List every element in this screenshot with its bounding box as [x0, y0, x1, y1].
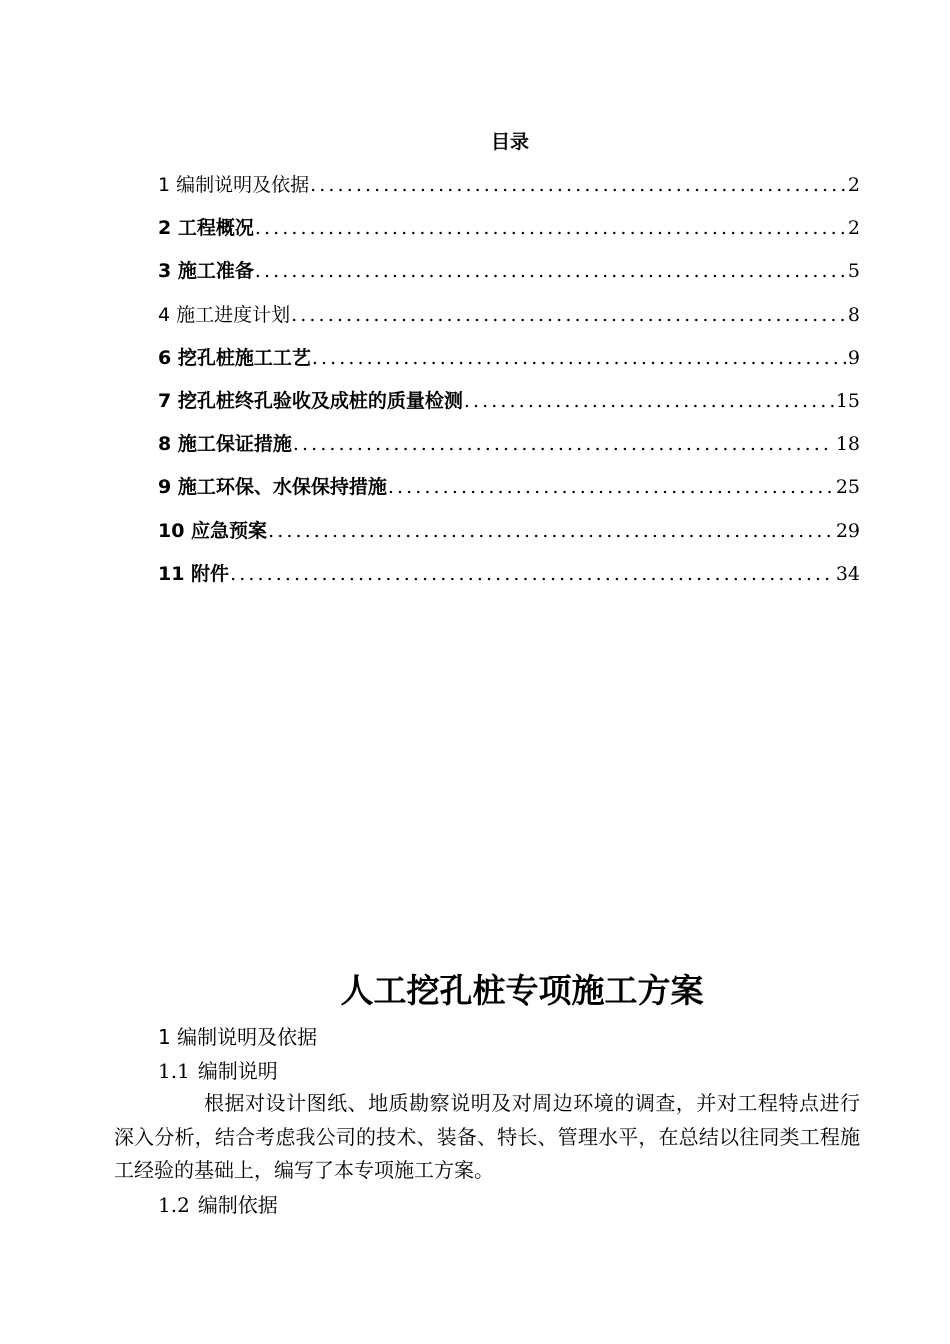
toc-entry[interactable] [158, 213, 860, 256]
toc-entry-page: 9 [847, 346, 860, 369]
subsection-title: 编制说明 [197, 1059, 278, 1083]
toc-entry-label: 7 挖孔桩终孔验收及成桩的质量检测 [158, 389, 463, 412]
toc-entry-page: 5 [847, 260, 860, 283]
subsection-number: 1.2 [158, 1193, 190, 1217]
toc-title: 目录 [490, 131, 529, 153]
toc-entry-page: 2 [847, 174, 860, 196]
toc-leader-dots [290, 300, 846, 330]
toc-entry-page: 25 [835, 476, 860, 499]
subsection-title: 编制依据 [197, 1193, 278, 1217]
toc-entry-label: 2 工程概况 [158, 217, 254, 240]
table-of-contents [158, 170, 860, 602]
toc-entry-page: 2 [847, 217, 860, 240]
toc-entry-label: 4 施工进度计划 [158, 303, 291, 326]
toc-entry[interactable] [158, 516, 860, 559]
toc-entry-label: 8 施工保证措施 [158, 433, 292, 456]
toc-leader-dots [387, 472, 834, 502]
toc-entry-label: 11 附件 [158, 562, 230, 585]
toc-entry-page: 29 [835, 519, 860, 542]
toc-leader-dots [463, 386, 834, 416]
toc-leader-dots [254, 256, 846, 286]
body-paragraph: 根据对设计图纸、地质勘察说明及对周边环境的调查，并对工程特点进行深入分析，结合考虑我公司的技术、装备、特长、管理水平，在总结以往同类工程施工经验的基础上，编写了本专项施工方案。 [114, 1091, 860, 1182]
section-heading-1: 1 编制说明及依据 [158, 1025, 318, 1049]
toc-leader-dots [311, 343, 846, 373]
toc-entry-label: 3 施工准备 [158, 260, 254, 283]
toc-entry[interactable] [158, 472, 860, 515]
toc-entry-label: 10 应急预案 [158, 519, 268, 542]
toc-entry[interactable] [158, 256, 860, 299]
document-title: 人工挖孔桩专项施工方案 [340, 971, 704, 1010]
toc-entry[interactable] [158, 559, 860, 602]
toc-leader-dots [229, 559, 834, 589]
subsection-heading-1-1 [158, 1054, 278, 1088]
toc-entry-page: 34 [835, 562, 860, 585]
toc-entry-page: 8 [847, 303, 860, 326]
toc-entry[interactable] [158, 343, 860, 386]
toc-entry-label: 1 编制说明及依据 [158, 174, 310, 196]
toc-leader-dots [254, 213, 846, 243]
toc-entry-page: 15 [835, 389, 860, 412]
toc-entry[interactable] [158, 429, 860, 472]
toc-leader-dots [267, 516, 834, 546]
toc-entry-page: 18 [835, 433, 860, 456]
toc-leader-dots [309, 170, 846, 200]
toc-leader-dots [292, 429, 834, 459]
subsection-number: 1.1 [158, 1059, 190, 1083]
toc-entry[interactable] [158, 386, 860, 429]
toc-entry[interactable] [158, 300, 860, 343]
toc-entry-label: 9 施工环保、水保保持措施 [158, 476, 387, 499]
toc-entry-label: 6 挖孔桩施工工艺 [158, 346, 311, 369]
toc-entry[interactable] [158, 170, 860, 213]
subsection-heading-1-2 [158, 1188, 278, 1222]
